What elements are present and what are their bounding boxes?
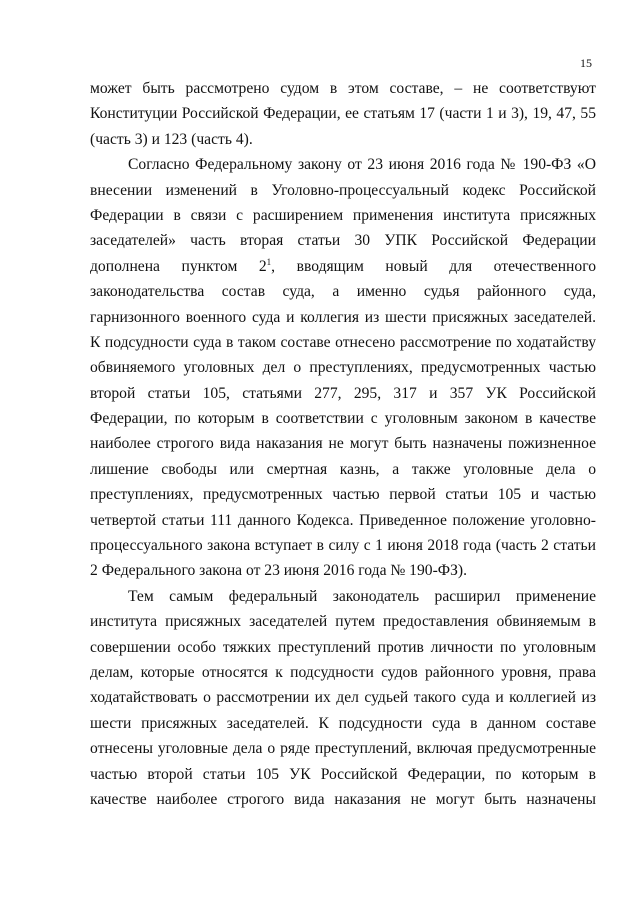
text-line: ходатайствовать о рассмотрении их дел судьей такого суда и коллегией из [90, 689, 596, 707]
text-line: законодательства состав суда, а именно судья районного суда, [90, 283, 596, 301]
superscript-marker: 1 [266, 256, 272, 267]
text-line: преступлениях, предусмотренных частью первой статьи 105 и частью [90, 486, 596, 504]
text-line: может быть рассмотрено судом в этом составе, – не соответствуют [90, 80, 596, 97]
text-line: заседателей» часть вторая статьи 30 УПК Российской Федерации [90, 232, 596, 250]
text-line: частью второй статьи 105 УК Российской Федерации, по которым в [90, 765, 596, 783]
text-line: процессуального закона вступает в силу с 1 июня 2018 года (часть 2 статьи [90, 537, 596, 555]
paragraph-1 [90, 76, 596, 152]
paragraph-2 [90, 152, 596, 584]
text-line: совершении особо тяжких преступлений против личности по уголовным [90, 638, 596, 656]
text-line: второй статьи 105, статьями 277, 295, 317 и 357 УК Российской [90, 384, 596, 402]
text-line: Согласно Федеральному закону от 23 июня 2016 года № 190-ФЗ «О [128, 156, 596, 174]
text-line: Федерации в связи с расширением применения института присяжных [90, 206, 596, 224]
text-after-superscript: , вводящим новый для отечественного [271, 257, 596, 275]
text-line: 2 Федерального закона от 23 июня 2016 года № 190-ФЗ). [90, 562, 467, 580]
text-line-with-superscript [90, 254, 596, 279]
text-line: К подсудности суда в таком составе отнесено рассмотрение по ходатайству [90, 333, 596, 351]
text-before-superscript: дополнена пунктом 2 [90, 257, 267, 275]
paragraph-3 [90, 584, 596, 813]
text-line: лишение свободы или смертная казнь, а также уголовные дела о [90, 460, 596, 478]
text-line: делам, которые относятся к подсудности судов районного уровня, права [90, 663, 596, 681]
page-number: 15 [580, 56, 592, 70]
text-line: обвиняемого уголовных дел о преступлениях, предусмотренных частью [90, 359, 596, 377]
text-line: четвертой статьи 111 данного Кодекса. Приведенное положение уголовно- [90, 511, 596, 529]
text-line: Конституции Российской Федерации, ее статьям 17 (части 1 и 3), 19, 47, 55 [90, 105, 596, 123]
text-line: (часть 3) и 123 (часть 4). [90, 130, 253, 148]
document-body [90, 76, 596, 812]
text-line: отнесены уголовные дела о ряде преступлений, включая предусмотренные [90, 740, 596, 758]
text-line: внесении изменений в Уголовно-процессуальный кодекс Российской [90, 181, 596, 199]
text-line: института присяжных заседателей путем предоставления обвиняемым в [90, 613, 596, 631]
text-line: гарнизонного военного суда и коллегия из шести присяжных заседателей. [90, 308, 596, 326]
text-line: качестве наиболее строгого вида наказания не могут быть назначены [90, 790, 596, 808]
text-line: Федерации, по которым в соответствии с уголовным законом в качестве [90, 410, 596, 428]
text-line: шести присяжных заседателей. К подсудности суда в данном составе [90, 714, 596, 732]
text-line: Тем самым федеральный законодатель расширил применение [128, 587, 596, 605]
text-line: наиболее строгого вида наказания не могут быть назначены пожизненное [90, 435, 596, 453]
